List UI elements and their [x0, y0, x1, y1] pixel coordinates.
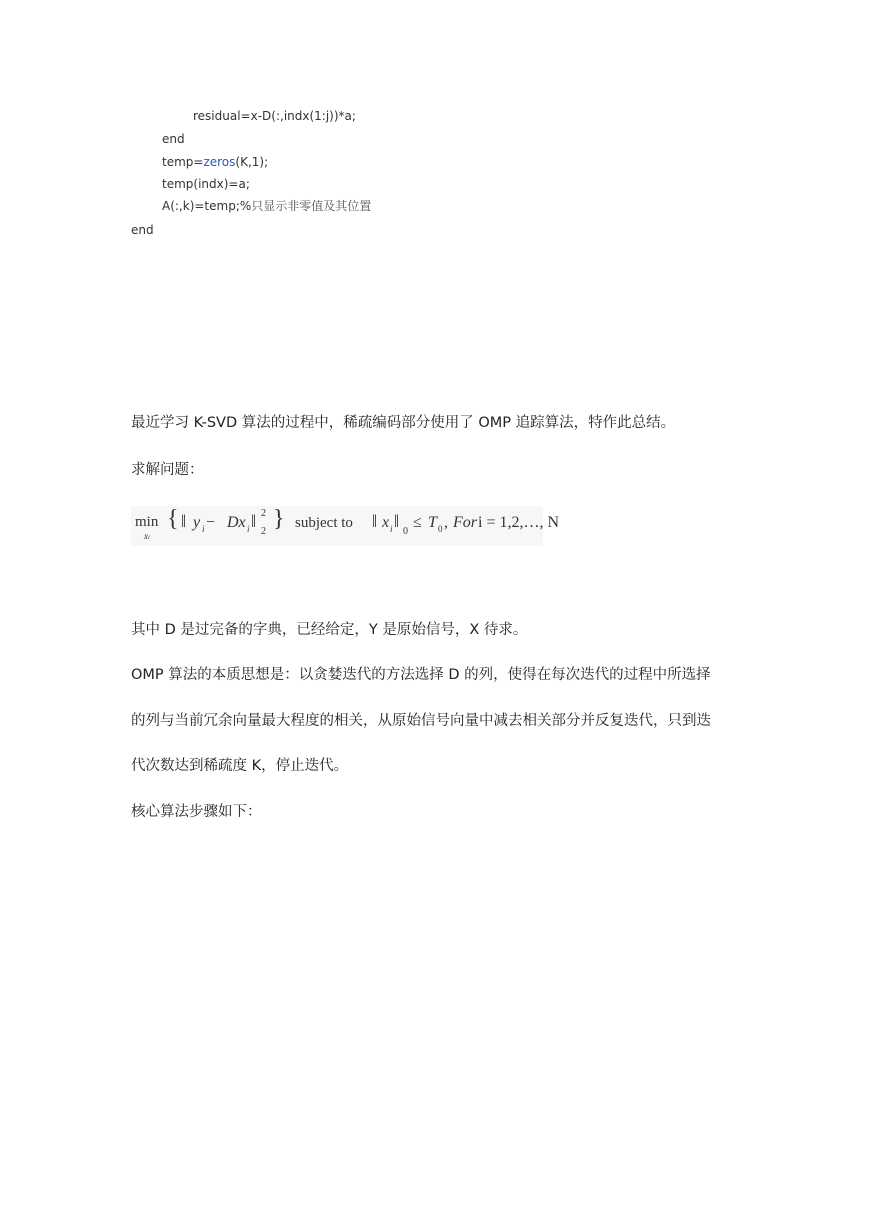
code-line-end-outer: end	[131, 223, 154, 237]
formula-minus: −	[206, 514, 216, 531]
formula-x0-norm-left: ‖	[372, 511, 378, 531]
formula-index-range: i = 1,2,…, N	[478, 514, 560, 531]
formula-text: x	[144, 531, 148, 541]
formula-comma: ,	[444, 514, 448, 531]
definition-paragraph: 其中 D 是过完备的字典，已经给定，Y 是原始信号，X 待求。	[131, 622, 528, 638]
essence-line-1: OMP 算法的本质思想是：以贪婪迭代的方法选择 D 的列，使得在每次迭代的过程中所选择	[131, 667, 711, 683]
code-comment: 只显示非零值及其位置	[251, 199, 372, 213]
formula-l0: 0	[403, 526, 408, 537]
code-line-residual: residual=x-D(:,indx(1:j))*a;	[193, 109, 356, 123]
code-line-end-inner: end	[162, 132, 185, 146]
optimization-formula	[131, 506, 560, 546]
formula-y: y	[193, 514, 201, 531]
formula-square: 2	[261, 508, 266, 519]
code-text: A(:,k)=temp;%	[162, 199, 252, 213]
code-line-assign-a	[162, 198, 371, 214]
formula-Dx-sub: i	[247, 524, 250, 534]
formula-min: min	[135, 514, 159, 530]
intro-paragraph: 最近学习 K-SVD 算法的过程中，稀疏编码部分使用了 OMP 追踪算法，特作此总结。	[131, 415, 676, 431]
formula-brace-open: {	[167, 506, 179, 532]
formula-y-sub: i	[202, 524, 205, 534]
formula-brace-close: }	[273, 506, 285, 532]
formula-norm-left: ‖	[181, 511, 187, 531]
formula-le: ≤	[413, 514, 422, 531]
essence-line-3: 代次数达到稀疏度 K，停止迭代。	[131, 758, 349, 774]
formula-x0-sub: i	[390, 524, 393, 534]
code-text: (K,1);	[235, 155, 269, 169]
formula-text: i	[148, 535, 150, 541]
steps-label: 核心算法步骤如下：	[131, 804, 262, 820]
problem-label: 求解问题：	[131, 462, 204, 478]
code-keyword-zeros: zeros	[203, 155, 236, 169]
code-line-temp-zeros	[162, 154, 268, 170]
formula-subject-to: subject to	[295, 515, 353, 531]
formula-for: For	[453, 514, 477, 531]
formula-x0: x	[382, 514, 390, 531]
code-text: temp=	[162, 155, 204, 169]
formula-Dx: Dx	[227, 514, 246, 531]
formula-l2: 2	[261, 526, 266, 537]
formula-T: T	[428, 514, 437, 531]
formula-norm-right: ‖	[251, 511, 257, 531]
formula-min-subscript	[144, 531, 150, 541]
formula-x0-norm-right: ‖	[394, 511, 400, 531]
code-line-temp-indx: temp(indx)=a;	[162, 177, 250, 191]
formula-T-sub: 0	[438, 524, 443, 534]
essence-line-2: 的列与当前冗余向量最大程度的相关，从原始信号向量中减去相关部分并反复迭代，只到迭	[131, 713, 711, 729]
